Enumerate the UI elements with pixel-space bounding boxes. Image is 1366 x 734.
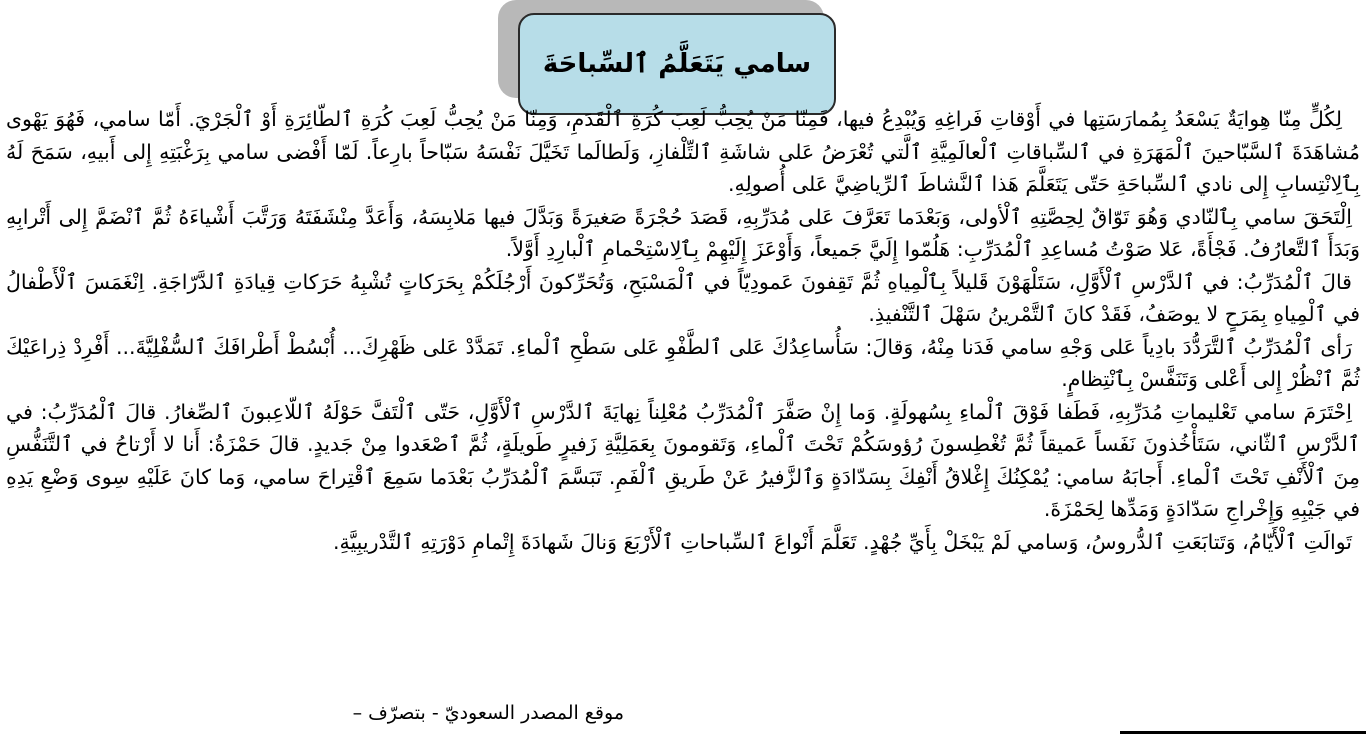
story-title: سامي يَتَعَلَّمُ ٱلسِّباحَةَ — [542, 49, 812, 79]
story-body — [6, 103, 1360, 558]
story-paragraph: رَأى ٱلْمُدَرِّبُ ٱلتَّرَدُّدَ بادِياً عَلى وَجْهِ سامي فَدَنا مِنْهُ، وَقالَ: سَأُساعِدُكَ عَلى ٱلطَّفْوِ عَلى سَطْحِ ٱلْماءِ. تَمَدَّدْ عَلى ظَهْرِكَ... أُبْسُطْ أَطْرافَكَ ٱلسُّفْلِيَّةَ... أَفْرِدْ ذِراعَيْكَ ثُمَّ ٱنْظُرْ إِلى أَعْلى وَتَنَفَّسْ بِٱنْتِظامٍ. — [6, 334, 1360, 391]
story-paragraph: اِحْتَرَمَ سامي تَعْليماتِ مُدَرِّبِهِ، فَطَفا فَوْقَ ٱلْماءِ بِسُهولَةٍ. وَما إِنْ صَفَّرَ ٱلْمُدَرِّبُ مُعْلِناً نِهايَةَ ٱلدَّرْسِ ٱلْأَوَّلِ، حَتّى ٱلْتَفَّ حَوْلَهُ ٱللّاعِبونَ ٱلصِّغارُ. قالَ ٱلْمُدَرِّبُ: في ٱلدَّرْسِ ٱلثّاني، سَتَأْخُذونَ نَفَساً عَميقاً ثُمَّ تُغْطِسونَ رُؤوسَكُمْ تَحْتَ ٱلْماءِ، وَتَقومونَ بِعَمَلِيَّةِ زَفيرٍ طَويلَةٍ، ثُمَّ ٱصْعَدوا مِنْ جَديدٍ. قالَ حَمْزَةُ: أَنا لا أَرْتاحُ في ٱلتَّنَفُّسِ مِنَ ٱلْأَنْفِ تَحْتَ ٱلْماءِ. أَجابَهُ سامي: يُمْكِنُكَ إِغْلاقُ أَنْفِكَ بِسَدّادَةٍ وَٱلزَّفيرُ عَنْ طَريقِ ٱلْفَمِ. تَبَسَّمَ ٱلْمُدَرِّبُ بَعْدَما سَمِعَ ٱقْتِراحَ سامي، وَما كانَ عَلَيْهِ سِوى وَضْعِ يَدِهِ في جَيْبِهِ وَإِخْراجِ سَدّادَةٍ وَمَدِّها لِحَمْزَةَ. — [6, 399, 1360, 521]
title-box — [518, 13, 836, 115]
source-citation: موقع المصدر السعوديّ - بتصرّف – — [352, 702, 624, 724]
story-paragraph: لِكُلٍّ مِنّا هِوايَةٌ يَسْعَدُ بِمُمارَسَتِها في أَوْقاتِ فَراغِهِ وَيُبْدِعُ فيها، فَمِنّا مَنْ يُحِبُّ لَعِبَ كُرَةِ ٱلْقَدَمِ، وَمِنّا مَنْ يُحِبُّ لَعِبَ كُرَةِ ٱلطّائِرَةِ أَوْ ٱلْجَرْيَ. أَمّا سامي، فَهُوَ يَهْوى مُشاهَدَةَ ٱلسَّبّاحينَ ٱلْمَهَرَةِ في ٱلسِّباقاتِ ٱلْعالَمِيَّةِ ٱلَّتي تُعْرَضُ عَلى شاشَةِ ٱلتِّلْفازِ، وَلَطالَما تَخَيَّلَ نَفْسَهُ سَبّاحاً بارِعاً. لَمّا أَفْضى سامي بِرَغْبَتِهِ إِلى أَبيهِ، سَمَحَ لَهُ بِٱلِانْتِسابِ إِلى نادي ٱلسِّباحَةِ حَتّى يَتَعَلَّمَ هَذا ٱلنَّشاطَ ٱلرِّياضِيَّ عَلى أُصولِهِ. — [6, 107, 1360, 196]
story-paragraph: اِلْتَحَقَ سامي بِٱلنّادي وَهُوَ تَوّاقٌ لِحِصَّتِهِ ٱلْأولى، وَبَعْدَما تَعَرَّفَ عَلى مُدَرِّبِهِ، قَصَدَ حُجْرَةً صَغيرَةً وَبَدَّلَ فيها مَلابِسَهُ، وَأَعَدَّ مِنْشَفَتَهُ وَرَتَّبَ أَشْياءَهُ ثُمَّ ٱنْضَمَّ إِلى أَتْرابِهِ وَبَدَأَ ٱلتَّعارُفُ. فَجْأَةً، عَلا صَوْتُ مُساعِدِ ٱلْمُدَرِّبِ: هَلُمّوا إِلَيَّ جَميعاً، وَأَوْعَزَ إِلَيْهِمْ بِٱلِاسْتِحْمامِ ٱلْبارِدِ أَوَّلاً. — [6, 204, 1360, 261]
story-paragraph: قالَ ٱلْمُدَرِّبُ: في ٱلدَّرْسِ ٱلْأَوَّلِ، سَتَلْهَوْنَ قَليلاً بِٱلْمِياهِ ثُمَّ تَقِفونَ عَمودِيّاً في ٱلْمَسْبَحِ، وَتُحَرِّكونَ أَرْجُلَكُمْ بِحَرَكاتٍ تُشْبِهُ حَرَكاتِ قِيادَةِ ٱلدَّرّاجَةِ. اِنْغَمَسَ ٱلْأَطْفالُ في ٱلْمِياهِ بِمَرَحٍ لا يوصَفُ، فَقَدْ كانَ ٱلتَّمْرينُ سَهْلَ ٱلتَّنْفيذِ. — [6, 269, 1360, 326]
story-paragraph: تَوالَتِ ٱلْأَيّامُ، وَتَتابَعَتِ ٱلدُّروسُ، وَسامي لَمْ يَبْخَلْ بِأَيِّ جُهْدٍ. تَعَلَّمَ أَنْواعَ ٱلسِّباحاتِ ٱلْأَرْبَعَ وَنالَ شَهادَةَ إِتْمامِ دَوْرَتِهِ ٱلتَّدْريبِيَّةِ. — [332, 529, 1352, 554]
